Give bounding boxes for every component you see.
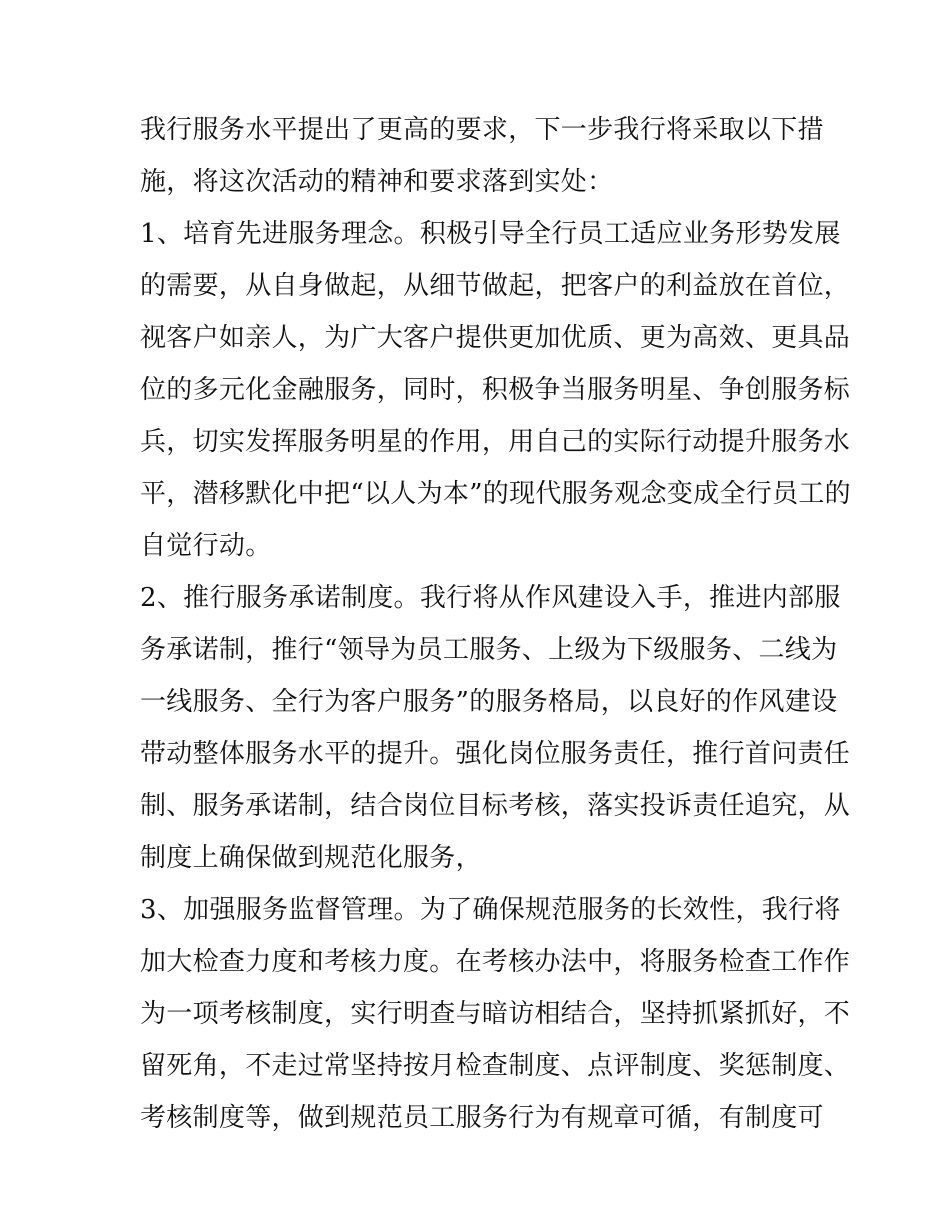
text-line: 加大检查力度和考核力度。在考核办法中，将服务检查工作作	[140, 947, 851, 977]
text-line: 的需要，从自身做起，从细节做起，把客户的利益放在首位，	[140, 271, 851, 301]
text-line: 施，将这次活动的精神和要求落到实处：	[140, 167, 614, 197]
text-line: 2、推行服务承诺制度。我行将从作风建设入手，推进内部服	[140, 583, 841, 613]
text-line: 为一项考核制度，实行明查与暗访相结合，坚持抓紧抓好，不	[140, 999, 851, 1029]
text-line: 务承诺制，推行“领导为员工服务、上级为下级服务、二线为	[140, 635, 838, 665]
text-line: 制度上确保做到规范化服务，	[140, 843, 482, 873]
text-line: 位的多元化金融服务，同时，积极争当服务明星、争创服务标	[140, 375, 851, 405]
text-line: 平，潜移默化中把“以人为本”的现代服务观念变成全行员工的	[140, 479, 851, 509]
text-line: 兵，切实发挥服务明星的作用，用自己的实际行动提升服务水	[140, 427, 851, 457]
text-line: 我行服务水平提出了更高的要求，下一步我行将采取以下措	[140, 115, 824, 145]
text-line: 自觉行动。	[140, 531, 272, 561]
text-line: 考核制度等，做到规范员工服务行为有规章可循，有制度可	[140, 1103, 824, 1133]
text-line: 一线服务、全行为客户服务”的服务格局，以良好的作风建设	[140, 687, 838, 717]
text-line: 视客户如亲人，为广大客户提供更加优质、更为高效、更具品	[140, 323, 851, 353]
text-line: 制、服务承诺制，结合岗位目标考核，落实投诉责任追究，从	[140, 791, 851, 821]
document-body	[140, 104, 851, 1144]
text-line: 带动整体服务水平的提升。强化岗位服务责任，推行首问责任	[140, 739, 851, 769]
text-line: 3、加强服务监督管理。为了确保规范服务的长效性，我行将	[140, 895, 841, 925]
text-line: 留死角，不走过常坚持按月检查制度、点评制度、奖惩制度、	[140, 1051, 851, 1081]
text-line: 1、培育先进服务理念。积极引导全行员工适应业务形势发展	[140, 219, 841, 249]
